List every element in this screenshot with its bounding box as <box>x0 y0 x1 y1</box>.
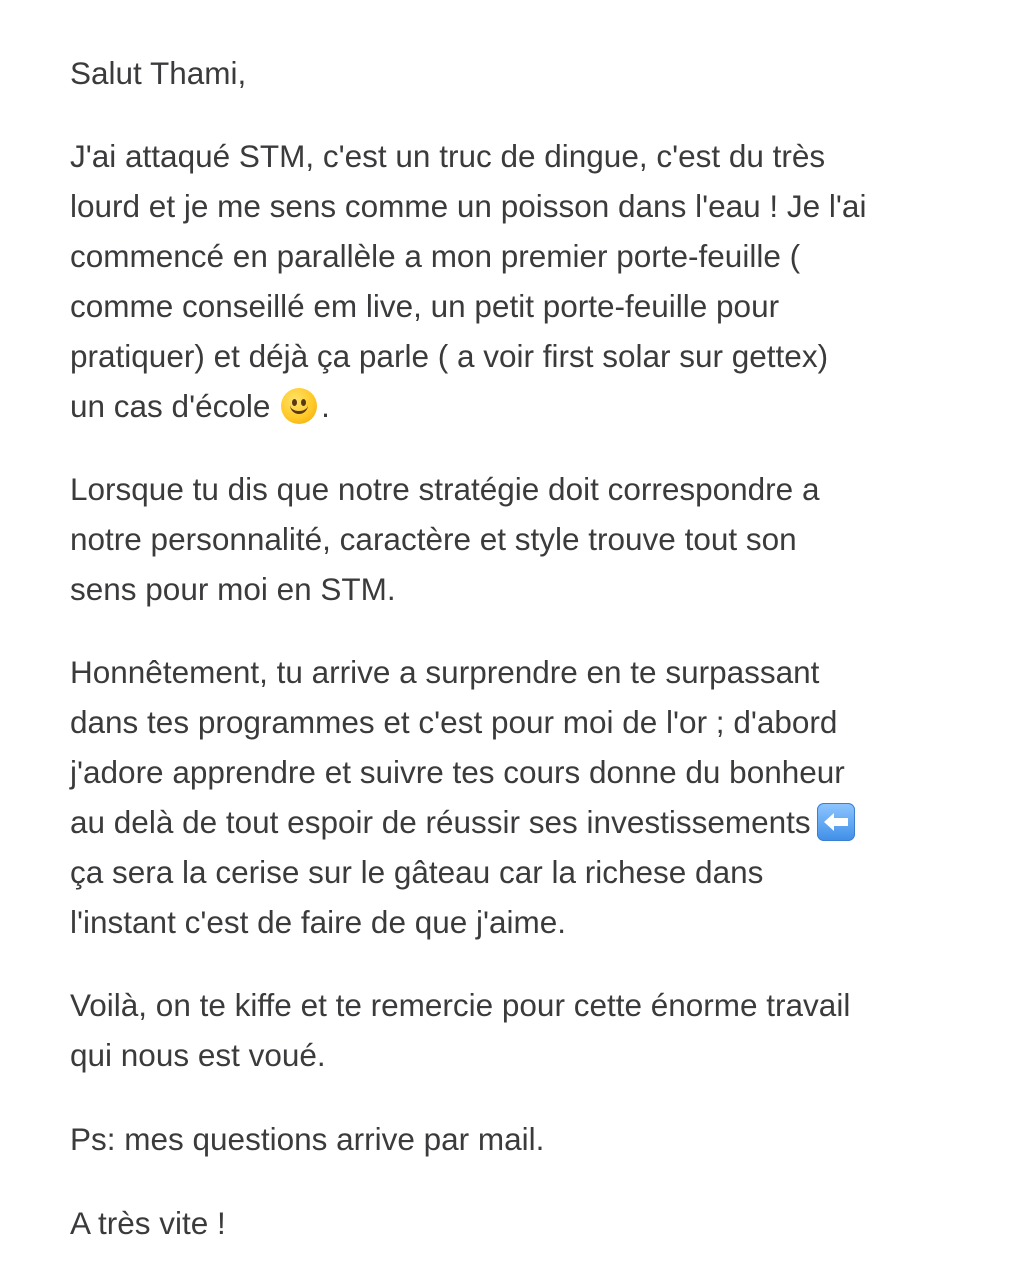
postscript: Ps: mes questions arrive par mail. <box>70 1121 545 1157</box>
text-line: J'ai attaqué STM, c'est un truc de dingue, c'est du très <box>70 138 826 174</box>
text-line: Lorsque tu dis que notre stratégie doit correspondre a <box>70 471 820 507</box>
paragraph-2 <box>70 464 975 614</box>
text-line-with-emoji <box>70 797 975 847</box>
text-line: commencé en parallèle a mon premier porte-feuille ( <box>70 238 801 274</box>
text-line: sens pour moi en STM. <box>70 571 396 607</box>
paragraph-1 <box>70 131 975 431</box>
paragraph-3 <box>70 647 975 947</box>
greeting: Salut Thami, <box>70 55 247 91</box>
text-line: comme conseillé em live, un petit porte-feuille pour <box>70 288 780 324</box>
text-line-with-emoji <box>70 381 975 431</box>
left-arrow-icon <box>817 803 855 841</box>
text-line: j'adore apprendre et suivre tes cours donne du bonheur <box>70 754 845 790</box>
closing: A très vite ! <box>70 1205 226 1241</box>
text-line: notre personnalité, caractère et style trouve tout son <box>70 521 797 557</box>
text-fragment: au delà de tout espoir de réussir ses investissements <box>70 804 811 840</box>
text-line: qui nous est voué. <box>70 1037 326 1073</box>
slightly-smiling-face-icon <box>281 388 317 424</box>
text-line: Honnêtement, tu arrive a surprendre en te surpassant <box>70 654 820 690</box>
text-line: dans tes programmes et c'est pour moi de l'or ; d'abord <box>70 704 838 740</box>
text-line: ça sera la cerise sur le gâteau car la richese dans <box>70 854 764 890</box>
end-punctuation: . <box>321 388 330 424</box>
text-line: l'instant c'est de faire de que j'aime. <box>70 904 567 940</box>
text-line: Voilà, on te kiffe et te remercie pour cette énorme travail <box>70 987 851 1023</box>
text-line: pratiquer) et déjà ça parle ( a voir first solar sur gettex) <box>70 338 829 374</box>
text-fragment: un cas d'école <box>70 388 271 424</box>
message-body <box>70 48 975 1248</box>
text-line: lourd et je me sens comme un poisson dans l'eau ! Je l'ai <box>70 188 867 224</box>
paragraph-4 <box>70 980 975 1080</box>
